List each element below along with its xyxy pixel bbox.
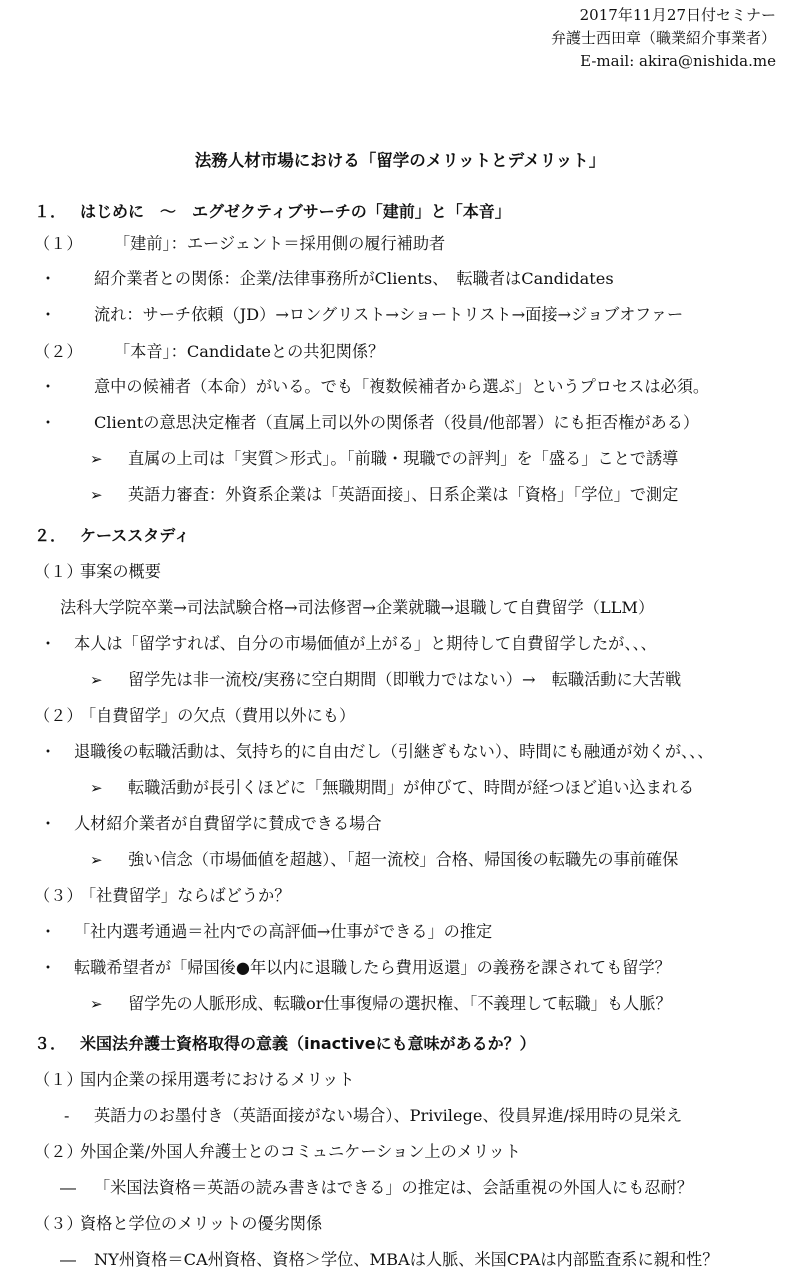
subsection-number: （１） — [34, 562, 83, 581]
document-header — [551, 4, 776, 73]
list-item: NY州資格＝CA州資格、資格＞学位、MBAは人脈、米国CPAは内部監査系に親和性？ — [94, 1250, 719, 1269]
list-item: 留学先の人脈形成、転職or仕事復帰の選択権、「不義理して転職」も人脈？ — [128, 994, 672, 1013]
subsection-heading: 事案の概要 — [80, 562, 161, 581]
email-line: E-mail: akira@nishida.me — [580, 52, 776, 70]
list-item: 流れ：サーチ依頼（JD）→ロングリスト→ショートリスト→面接→ジョブオファー — [94, 305, 684, 324]
list-item: 退職後の転職活動は、気持ち的に自由だし（引継ぎもない）、時間にも融通が効くが、、、 — [74, 742, 714, 761]
bullet-marker: ・ — [40, 269, 57, 288]
arrow-bullet-icon: ➢ — [90, 486, 103, 504]
arrow-bullet-icon: ➢ — [90, 671, 103, 689]
list-item: 直属の上司は「実質＞形式」。「前職・現職での評判」を「盛る」ことで誘導 — [128, 449, 679, 468]
author-line: 弁護士西田章（職業紹介事業者） — [550, 29, 776, 47]
arrow-bullet-icon: ➢ — [90, 450, 103, 468]
dash-marker: - — [64, 1106, 70, 1125]
emdash-marker: ― — [60, 1178, 76, 1197]
section-1-number: １． — [34, 202, 67, 221]
list-item: 転職希望者が「帰国後●年以内に退職したら費用返還」の義務を課されても留学？ — [74, 958, 671, 977]
subsection-number: （１） — [34, 234, 83, 253]
subsection-heading: 「自費留学」の欠点（費用以外にも） — [80, 706, 356, 725]
seminar-date: 2017年11月27日付セミナー — [579, 6, 776, 24]
subsection-heading: 外国企業/外国人弁護士とのコミュニケーション上のメリット — [80, 1142, 521, 1161]
list-item: 転職活動が長引くほどに「無職期間」が伸びて、時間が経つほど追い込まれる — [128, 778, 695, 797]
bullet-marker: ・ — [40, 958, 57, 977]
list-item: 強い信念（市場価値を超越）、「超一流校」合格、帰国後の転職先の事前確保 — [128, 850, 679, 869]
arrow-bullet-icon: ➢ — [90, 779, 103, 797]
bullet-marker: ・ — [40, 377, 57, 396]
subsection-number: （２） — [34, 342, 83, 361]
section-2-number: ２． — [34, 526, 67, 545]
section-3-heading: 米国法弁護士資格取得の意義（inactiveにも意味があるか？） — [80, 1034, 536, 1053]
list-item: 「社内選考通過＝社内での高評価→仕事ができる」の推定 — [74, 922, 493, 941]
subsection-heading: 国内企業の採用選考におけるメリット — [80, 1070, 355, 1089]
section-3-number: ３． — [34, 1034, 67, 1053]
bullet-marker: ・ — [40, 634, 57, 653]
list-item: 英語力審査：外資系企業は「英語面接」、日系企業は「資格」「学位」で測定 — [128, 485, 679, 504]
subsection-number: （３） — [34, 886, 83, 905]
list-item: 「米国法資格＝英語の読み書きはできる」の推定は、会話重視の外国人にも忍耐？ — [94, 1178, 693, 1197]
emdash-marker: ― — [60, 1250, 76, 1269]
subsection-heading: 「本音」：Candidateとの共犯関係？ — [114, 342, 385, 361]
list-item: 本人は「留学すれば、自分の市場価値が上がる」と期待して自費留学したが、、、 — [74, 634, 657, 653]
arrow-bullet-icon: ➢ — [90, 995, 103, 1013]
arrow-bullet-icon: ➢ — [90, 851, 103, 869]
subsection-number: （２） — [34, 706, 83, 725]
bullet-marker: ・ — [40, 742, 57, 761]
list-item: 紹介業者との関係：企業/法律事務所がClients、 転職者はCandidates — [94, 269, 614, 288]
subsection-heading: 「社費留学」ならばどうか？ — [80, 886, 291, 905]
subsection-number: （３） — [34, 1214, 83, 1233]
subsection-number: （１） — [34, 1070, 83, 1089]
list-item: 意中の候補者（本命）がいる。でも「複数候補者から選ぶ」というプロセスは必須。 — [94, 377, 710, 396]
bullet-marker: ・ — [40, 922, 57, 941]
document-title: 法務人材市場における「留学のメリットとデメリット」 — [194, 151, 606, 170]
bullet-marker: ・ — [40, 413, 57, 432]
list-item: 留学先は非一流校/実務に空白期間（即戦力ではない）→ 転職活動に大苦戦 — [128, 670, 682, 689]
bullet-marker: ・ — [40, 814, 57, 833]
subsection-heading: 資格と学位のメリットの優劣関係 — [80, 1214, 323, 1233]
bullet-marker: ・ — [40, 305, 57, 324]
list-item: 英語力のお墨付き（英語面接がない場合）、Privilege、役員昇進/採用時の見栄え — [94, 1106, 683, 1125]
list-item: Clientの意思決定権者（直属上司以外の関係者（役員/他部署）にも拒否権がある） — [94, 413, 700, 432]
subsection-heading: 「建前」：エージェント＝採用側の履行補助者 — [114, 234, 446, 253]
paragraph: 法科大学院卒業→司法試験合格→司法修習→企業就職→退職して自費留学（LLM） — [60, 598, 655, 617]
section-2-heading: ケーススタディ — [80, 526, 190, 545]
subsection-number: （２） — [34, 1142, 83, 1161]
section-1-heading: はじめに ～ エグゼクティブサーチの「建前」と「本音」 — [80, 202, 511, 221]
list-item: 人材紹介業者が自費留学に賛成できる場合 — [74, 814, 382, 833]
